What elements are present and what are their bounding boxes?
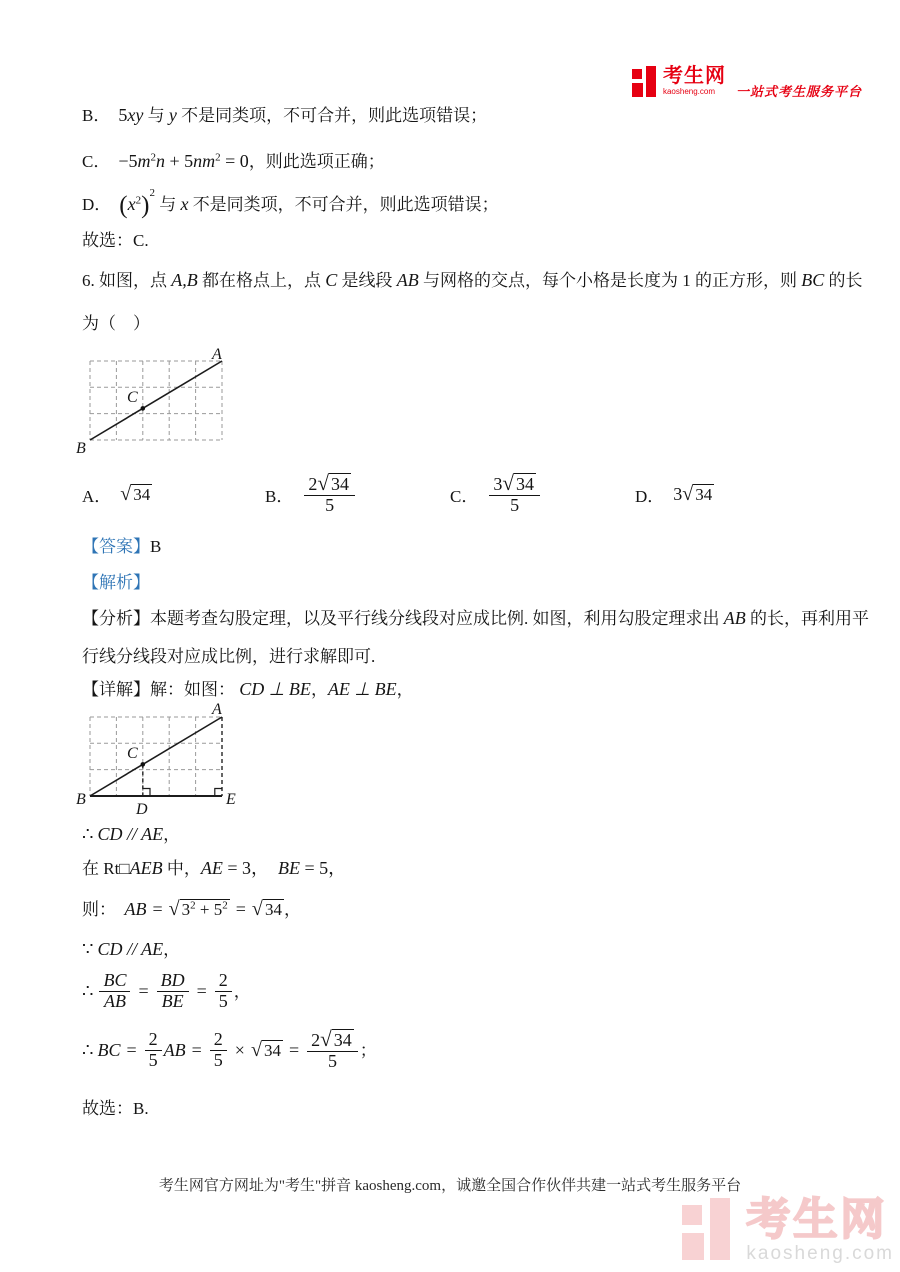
sqrt-34 <box>682 483 714 506</box>
watermark-logo-icon <box>682 1198 736 1260</box>
text: 与 <box>154 195 181 214</box>
answer-label: 【答案】 <box>82 537 150 556</box>
math: + 5 <box>165 151 194 171</box>
coefficient: 2 <box>311 1029 321 1050</box>
text: 与 <box>143 106 169 125</box>
grid-diagram-question <box>76 347 252 459</box>
denominator: 5 <box>148 1049 158 1070</box>
xiangjie-label: 【详解】 <box>82 680 150 699</box>
conclusion-b: 故选：B. <box>82 1099 149 1118</box>
equals-sign: = <box>126 1039 137 1060</box>
superscript: 2 <box>135 194 142 207</box>
option-b-label: B． <box>265 486 294 506</box>
math-AB: AB <box>396 270 419 290</box>
watermark-brand-text: 考生网 <box>746 1195 888 1244</box>
radical-sign: √ <box>120 482 132 505</box>
denominator: 5 <box>213 1049 223 1070</box>
text: 在 Rt□ <box>82 859 130 878</box>
option-b-line <box>82 104 862 127</box>
right-angle-mark-E <box>215 789 222 797</box>
text: 则： <box>82 899 125 919</box>
coefficient: 3 <box>673 483 683 504</box>
math-xy: xy <box>127 105 144 125</box>
logo-domain-text: kaosheng.com <box>662 87 716 96</box>
math: −5 <box>118 151 138 171</box>
label-B: B <box>76 791 86 808</box>
fraction <box>489 472 540 516</box>
fraction-2-5 <box>215 971 232 1012</box>
math-BC: BC <box>801 270 825 290</box>
fenxi-line2: 行线分线段对应成比例，进行求解即可. <box>82 647 376 666</box>
text: 中， <box>162 859 201 878</box>
equals-sign: = <box>152 898 163 919</box>
label-C: C <box>127 745 138 762</box>
math-AB: AB <box>124 898 147 919</box>
step-because-parallel <box>82 938 862 961</box>
coefficient: 2 <box>308 473 318 494</box>
math-CD-parallel-AE: CD // AE <box>97 824 164 844</box>
denominator: BE <box>161 990 184 1011</box>
math-x: x <box>127 194 136 214</box>
footer-text: 考生网官方网址为"考生"拼音 kaosheng.com，诚邀全国合作伙伴共建一站式考生服务平台 <box>158 1178 742 1194</box>
numerator: 2 <box>210 1030 227 1051</box>
math-n: n <box>156 151 165 171</box>
document-page <box>76 104 869 1120</box>
answer-line <box>82 535 862 558</box>
xiangjie-line <box>82 678 862 701</box>
option-a-label: A． <box>82 486 112 506</box>
math: = 3， <box>222 858 278 878</box>
radical-sign: √ <box>250 1038 262 1061</box>
label-A: A <box>212 701 222 718</box>
radicand: 34 <box>516 473 534 494</box>
fraction-2-5 <box>210 1030 227 1071</box>
sqrt-34 <box>251 1039 283 1062</box>
numerator: 2 <box>145 1030 162 1051</box>
answer-options-row <box>82 465 862 523</box>
math-x: x <box>180 194 189 214</box>
math-BE: BE <box>278 858 300 878</box>
because-symbol: ∵ <box>82 939 94 959</box>
paren-close: ) <box>141 192 150 219</box>
superscript-outer: 2 <box>149 187 155 200</box>
text: ， <box>163 825 181 844</box>
denominator: 5 <box>327 1051 337 1072</box>
label-C: C <box>127 389 138 406</box>
math-AEB: AEB <box>129 858 163 878</box>
option-c-label: C． <box>450 486 479 506</box>
text: ， <box>396 680 414 699</box>
step-cd-parallel-ae <box>82 823 862 846</box>
equals-sign: = <box>235 898 246 919</box>
denominator: 5 <box>218 990 228 1011</box>
radical-sign: √ <box>317 470 329 495</box>
option-c <box>450 465 542 523</box>
sqrt-34 <box>252 898 284 921</box>
math-C: C <box>325 270 338 290</box>
fraction-2-5 <box>145 1030 162 1071</box>
math-CD-parallel-AE: CD // AE <box>97 939 164 959</box>
text: 都在格点上，点 <box>197 271 326 290</box>
option-d-label: D． <box>82 195 112 214</box>
option-d-label: D． <box>635 486 665 506</box>
math-AE-perp-BE: AE ⊥ BE <box>327 679 397 699</box>
math-m: m <box>137 151 151 171</box>
text: 不是同类项，不可合并，则此选项错误； <box>188 195 499 214</box>
radical-sign: √ <box>168 897 180 920</box>
text: ， <box>310 680 328 699</box>
option-c-line <box>82 150 862 173</box>
step-ratio <box>82 965 862 1017</box>
text: 的长 <box>824 271 863 290</box>
text: 本题考查勾股定理，以及平行线分线段对应成比例. 如图，利用勾股定理求出 <box>150 609 724 628</box>
denominator: AB <box>103 990 126 1011</box>
radicand: 34 <box>333 1029 352 1050</box>
label-D: D <box>136 801 148 818</box>
radicand: 3 <box>181 899 191 919</box>
grid-diagram-solution <box>76 701 256 819</box>
equals-sign: = <box>191 1039 202 1060</box>
text: 6. 如图，点 <box>82 271 172 290</box>
math: = 0 <box>220 151 249 171</box>
radicand: 34 <box>263 1040 281 1060</box>
kaosheng-watermark <box>682 1195 894 1264</box>
step-final-bc <box>82 1021 862 1079</box>
right-angle-mark-D <box>143 789 150 797</box>
jiexi-heading: 【解析】 <box>82 573 150 592</box>
watermark-text-block <box>746 1195 894 1264</box>
equals-sign: = <box>138 980 149 1001</box>
text: ，则此选项正确； <box>248 152 385 171</box>
text: 不是同类项，不可合并，则此选项错误； <box>176 106 488 125</box>
math-AB: AB <box>723 608 746 628</box>
fraction-BD-BE <box>157 971 189 1012</box>
therefore-symbol: ∴ <box>82 824 94 844</box>
radicand: 34 <box>264 899 282 919</box>
kaosheng-logo-icon <box>632 66 658 97</box>
radical-sign: √ <box>682 482 694 505</box>
text: 的长，再利用平 <box>745 609 869 628</box>
text: ； <box>359 1040 377 1060</box>
superscript: 2 <box>215 151 221 164</box>
radical-sign: √ <box>502 470 514 495</box>
times-sign: × <box>234 1039 245 1060</box>
equals-sign: = <box>288 1039 300 1060</box>
math-AB: AB <box>163 1039 186 1060</box>
text: ， <box>283 899 301 919</box>
superscript: 2 <box>150 151 156 164</box>
math-nm: nm <box>193 151 216 171</box>
option-a <box>82 465 152 523</box>
therefore-symbol: ∴ <box>82 980 94 1001</box>
label-E: E <box>226 791 236 808</box>
radicand: 34 <box>695 484 713 504</box>
radical-sign: √ <box>251 897 263 920</box>
step-pythagoras <box>82 888 862 930</box>
conclusion-c: 故选：C. <box>82 231 149 250</box>
text: 是线段 <box>337 271 397 290</box>
option-b-label: B． <box>82 106 111 125</box>
kaosheng-header-logo <box>632 66 862 100</box>
sqrt-34 <box>120 483 152 506</box>
math: = 5， <box>300 858 347 878</box>
point-C-dot <box>141 406 146 411</box>
answer-value: B <box>150 537 162 556</box>
option-d-line <box>82 187 862 219</box>
math-AB-points: A,B <box>171 270 198 290</box>
denominator: 5 <box>510 495 520 516</box>
paren-open: ( <box>119 192 128 219</box>
fraction-2sqrt34-5 <box>307 1028 358 1072</box>
logo-text-block <box>663 66 726 96</box>
fraction <box>304 472 355 516</box>
question6-stem-line2: 为（ ） <box>82 314 150 333</box>
math-BC: BC <box>97 1039 121 1060</box>
radicand: 34 <box>133 484 151 504</box>
fenxi-label: 【分析】 <box>82 609 150 628</box>
numerator: 2 <box>215 971 232 992</box>
coefficient: 3 <box>493 473 503 494</box>
logo-brand-text: 考生网 <box>662 65 726 87</box>
watermark-domain-text: kaosheng.com <box>746 1243 894 1264</box>
math-AE: AE <box>200 858 223 878</box>
text: 解：如图： <box>150 680 240 699</box>
fenxi-line1 <box>82 607 869 630</box>
label-A: A <box>212 347 222 363</box>
segment-AB <box>90 361 222 440</box>
logo-tagline: 一站式考生服务平台 <box>735 84 862 99</box>
radicand: 34 <box>331 473 349 494</box>
math-5: 5 <box>118 105 128 125</box>
text: 与网格的交点，每个小格是长度为 1 的正方形，则 <box>418 271 802 290</box>
superscript: 2 <box>190 898 196 911</box>
radical-sign: √ <box>320 1026 332 1051</box>
option-b <box>265 465 357 523</box>
radicand: + 5 <box>195 899 223 919</box>
option-d <box>635 465 714 523</box>
denominator: 5 <box>325 495 335 516</box>
text: ， <box>233 981 251 1001</box>
numerator: BD <box>157 971 189 992</box>
option-c-label: C． <box>82 152 111 171</box>
label-B: B <box>76 440 86 457</box>
therefore-symbol: ∴ <box>82 1039 94 1060</box>
fraction-BC-AB <box>99 971 130 1012</box>
equals-sign: = <box>196 980 207 1001</box>
text: ， <box>163 940 181 959</box>
superscript: 2 <box>222 898 228 911</box>
numerator: BC <box>99 971 130 992</box>
sqrt-expression <box>169 898 230 921</box>
question6-stem-line1 <box>82 269 862 292</box>
step-right-triangle <box>82 857 862 880</box>
math-y: y <box>168 105 177 125</box>
point-C-dot <box>141 762 146 767</box>
segment-BA <box>90 717 222 796</box>
math-CD-perp-BE: CD ⊥ BE <box>239 679 311 699</box>
